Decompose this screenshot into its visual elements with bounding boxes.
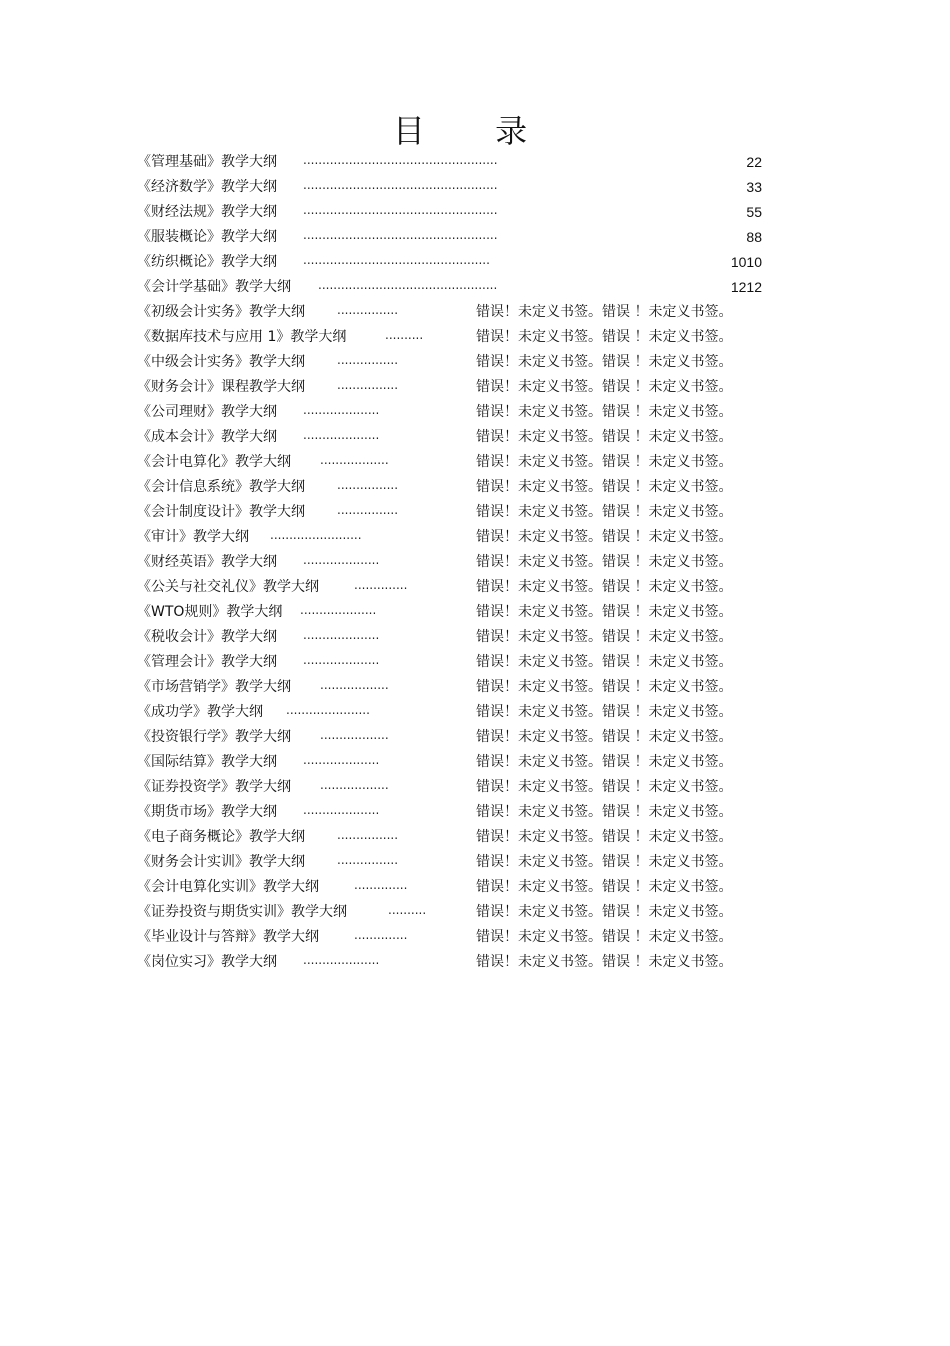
toc-entry-title: 《税收会计》教学大纲	[137, 629, 277, 645]
toc-entry-leader: ..................	[320, 728, 389, 742]
toc-entry-leader: ....................	[303, 653, 380, 667]
toc-entry-page-number: 88	[746, 229, 762, 245]
toc-entry[interactable]	[137, 700, 777, 725]
toc-entry-title: 《管理基础》教学大纲	[137, 154, 277, 170]
toc-entry-title: 《成本会计》教学大纲	[137, 429, 277, 445]
toc-entry-leader: ....................	[303, 428, 380, 442]
toc-entry-title: 《财务会计实训》教学大纲	[137, 854, 305, 870]
toc-entry-title: 《岗位实习》教学大纲	[137, 954, 277, 970]
toc-entry-leader: ....................	[303, 628, 380, 642]
toc-entry-title: 《毕业设计与答辩》教学大纲	[137, 929, 319, 945]
toc-entry-title: 《成功学》教学大纲	[137, 704, 263, 720]
toc-entry-title: 《管理会计》教学大纲	[137, 654, 277, 670]
toc-entry-leader: ..................	[320, 453, 389, 467]
toc-entry-bookmark-error: 错误！未定义书签。错误 ！未定义书签。	[476, 654, 733, 670]
toc-entry-page-number: 55	[746, 204, 762, 220]
toc-entry-page-number: 1010	[730, 254, 762, 270]
toc-entry[interactable]	[137, 425, 777, 450]
toc-entry-leader: ....................	[303, 953, 380, 967]
toc-entry-title: 《会计信息系统》教学大纲	[137, 479, 305, 495]
toc-entry-bookmark-error: 错误！未定义书签。错误 ！未定义书签。	[476, 604, 733, 620]
toc-entry-title: 《会计电算化》教学大纲	[137, 454, 291, 470]
toc-entry-title: 《投资银行学》教学大纲	[137, 729, 291, 745]
toc-entry-title: 《服装概论》教学大纲	[137, 229, 277, 245]
toc-entry[interactable]	[137, 575, 777, 600]
toc-entry-title: 《会计电算化实训》教学大纲	[137, 879, 319, 895]
toc-entry-title: 《财务会计》课程教学大纲	[137, 379, 305, 395]
toc-entry-leader: ..................	[320, 778, 389, 792]
toc-entry-leader: ................	[337, 353, 399, 367]
toc-entry-title: 《证券投资与期货实训》教学大纲	[137, 904, 347, 920]
toc-entry-title: 《财经英语》教学大纲	[137, 554, 277, 570]
toc-entry[interactable]	[137, 375, 777, 400]
toc-entry-bookmark-error: 错误！未定义书签。错误 ！未定义书签。	[476, 679, 733, 695]
toc-entry-leader: ..............	[354, 928, 408, 942]
toc-entry-leader: ................	[337, 503, 399, 517]
toc-entry-leader: ....................	[300, 603, 377, 617]
toc-entry[interactable]	[137, 875, 777, 900]
toc-entry[interactable]	[137, 775, 777, 800]
toc-entry-bookmark-error: 错误！未定义书签。错误 ！未定义书签。	[476, 304, 733, 320]
toc-entry-leader: ..............	[354, 578, 408, 592]
toc-entry[interactable]	[137, 225, 777, 250]
toc-entry-bookmark-error: 错误！未定义书签。错误 ！未定义书签。	[476, 829, 733, 845]
toc-entry-title: 《初级会计实务》教学大纲	[137, 304, 305, 320]
toc-entry[interactable]	[137, 625, 777, 650]
toc-entry-leader: ..................	[320, 678, 389, 692]
toc-entry-leader: ................	[337, 303, 399, 317]
toc-entry-bookmark-error: 错误！未定义书签。错误 ！未定义书签。	[476, 904, 733, 920]
toc-entry-bookmark-error: 错误！未定义书签。错误 ！未定义书签。	[476, 429, 733, 445]
toc-entry-leader: ....................	[303, 553, 380, 567]
toc-entry-leader: ..........	[388, 903, 427, 917]
toc-entry[interactable]	[137, 200, 777, 225]
toc-entry-bookmark-error: 错误！未定义书签。错误 ！未定义书签。	[476, 554, 733, 570]
toc-entry-bookmark-error: 错误！未定义书签。错误 ！未定义书签。	[476, 729, 733, 745]
toc-entry-page-number: 22	[746, 154, 762, 170]
toc-entry-bookmark-error: 错误！未定义书签。错误 ！未定义书签。	[476, 379, 733, 395]
toc-entry-bookmark-error: 错误！未定义书签。错误 ！未定义书签。	[476, 754, 733, 770]
toc-entry-title: 《财经法规》教学大纲	[137, 204, 277, 220]
toc-entry-page-number: 33	[746, 179, 762, 195]
toc-entry-leader: ................	[337, 828, 399, 842]
toc-entry-title: 《证券投资学》教学大纲	[137, 779, 291, 795]
toc-entry[interactable]	[137, 275, 777, 300]
toc-entry-title: 《纺织概论》教学大纲	[137, 254, 277, 270]
toc-entry-leader: ...................................................	[303, 178, 498, 192]
toc-entry-title: 《国际结算》教学大纲	[137, 754, 277, 770]
toc-entry-leader: ......................	[286, 703, 370, 717]
toc-entry-bookmark-error: 错误！未定义书签。错误 ！未定义书签。	[476, 779, 733, 795]
toc-entry-bookmark-error: 错误！未定义书签。错误 ！未定义书签。	[476, 854, 733, 870]
toc-entry-bookmark-error: 错误！未定义书签。错误 ！未定义书签。	[476, 879, 733, 895]
toc-entry-leader: ...............................................	[318, 278, 498, 292]
toc-entry[interactable]	[137, 600, 777, 625]
toc-entry[interactable]	[137, 300, 777, 325]
toc-entry[interactable]	[137, 850, 777, 875]
toc-entry[interactable]	[137, 325, 777, 350]
toc-entry[interactable]	[137, 500, 777, 525]
toc-entry[interactable]	[137, 825, 777, 850]
toc-entry[interactable]	[137, 900, 777, 925]
toc-entry-leader: ....................	[303, 803, 380, 817]
toc-entry[interactable]	[137, 350, 777, 375]
toc-entry-bookmark-error: 错误！未定义书签。错误 ！未定义书签。	[476, 454, 733, 470]
toc-entry-title: 《电子商务概论》教学大纲	[137, 829, 305, 845]
toc-entry-title: 《会计制度设计》教学大纲	[137, 504, 305, 520]
toc-entry-bookmark-error: 错误！未定义书签。错误 ！未定义书签。	[476, 504, 733, 520]
toc-entry[interactable]	[137, 675, 777, 700]
toc-entry-title: 《WTO规则》教学大纲	[137, 604, 283, 620]
toc-entry[interactable]	[137, 525, 777, 550]
toc-list	[137, 150, 777, 975]
toc-title: 目 录	[392, 112, 558, 150]
toc-entry-title: 《公关与社交礼仪》教学大纲	[137, 579, 319, 595]
toc-entry-page-number: 1212	[730, 279, 762, 295]
toc-entry-leader: ................	[337, 853, 399, 867]
toc-entry-leader: .................................................	[303, 253, 490, 267]
toc-entry-leader: ....................	[303, 753, 380, 767]
toc-entry-bookmark-error: 错误！未定义书签。错误 ！未定义书签。	[476, 354, 733, 370]
toc-entry-title: 《市场营销学》教学大纲	[137, 679, 291, 695]
toc-entry[interactable]	[137, 725, 777, 750]
toc-entry-leader: ...................................................	[303, 228, 498, 242]
toc-entry-leader: ....................	[303, 403, 380, 417]
toc-entry-title: 《数据库技术与应用 1》教学大纲	[137, 329, 347, 345]
toc-entry-title: 《经济数学》教学大纲	[137, 179, 277, 195]
toc-entry-bookmark-error: 错误！未定义书签。错误 ！未定义书签。	[476, 629, 733, 645]
toc-entry-leader: ........................	[270, 528, 362, 542]
toc-entry[interactable]	[137, 250, 777, 275]
toc-entry[interactable]	[137, 550, 777, 575]
toc-entry-title: 《中级会计实务》教学大纲	[137, 354, 305, 370]
toc-entry-leader: ..........	[385, 328, 424, 342]
toc-entry-bookmark-error: 错误！未定义书签。错误 ！未定义书签。	[476, 954, 733, 970]
toc-entry-leader: ................	[337, 378, 399, 392]
toc-entry-leader: ..............	[354, 878, 408, 892]
toc-entry-bookmark-error: 错误！未定义书签。错误 ！未定义书签。	[476, 479, 733, 495]
toc-entry-leader: ...................................................	[303, 203, 498, 217]
toc-entry-bookmark-error: 错误！未定义书签。错误 ！未定义书签。	[476, 529, 733, 545]
toc-entry-title: 《审计》教学大纲	[137, 529, 249, 545]
toc-entry[interactable]	[137, 800, 777, 825]
toc-entry-bookmark-error: 错误！未定义书签。错误 ！未定义书签。	[476, 804, 733, 820]
toc-entry[interactable]	[137, 925, 777, 950]
toc-entry[interactable]	[137, 650, 777, 675]
toc-entry[interactable]	[137, 150, 777, 175]
toc-entry[interactable]	[137, 750, 777, 775]
toc-entry-bookmark-error: 错误！未定义书签。错误 ！未定义书签。	[476, 329, 733, 345]
toc-entry-bookmark-error: 错误！未定义书签。错误 ！未定义书签。	[476, 929, 733, 945]
toc-entry[interactable]	[137, 400, 777, 425]
toc-entry[interactable]	[137, 950, 777, 975]
toc-entry-leader: ................	[337, 478, 399, 492]
toc-entry-bookmark-error: 错误！未定义书签。错误 ！未定义书签。	[476, 704, 733, 720]
toc-entry-bookmark-error: 错误！未定义书签。错误 ！未定义书签。	[476, 404, 733, 420]
toc-entry-title: 《会计学基础》教学大纲	[137, 279, 291, 295]
toc-entry-leader: ...................................................	[303, 153, 498, 167]
toc-entry-title: 《期货市场》教学大纲	[137, 804, 277, 820]
toc-entry-bookmark-error: 错误！未定义书签。错误 ！未定义书签。	[476, 579, 733, 595]
toc-entry[interactable]	[137, 450, 777, 475]
toc-entry-title: 《公司理财》教学大纲	[137, 404, 277, 420]
toc-entry[interactable]	[137, 175, 777, 200]
toc-entry[interactable]	[137, 475, 777, 500]
